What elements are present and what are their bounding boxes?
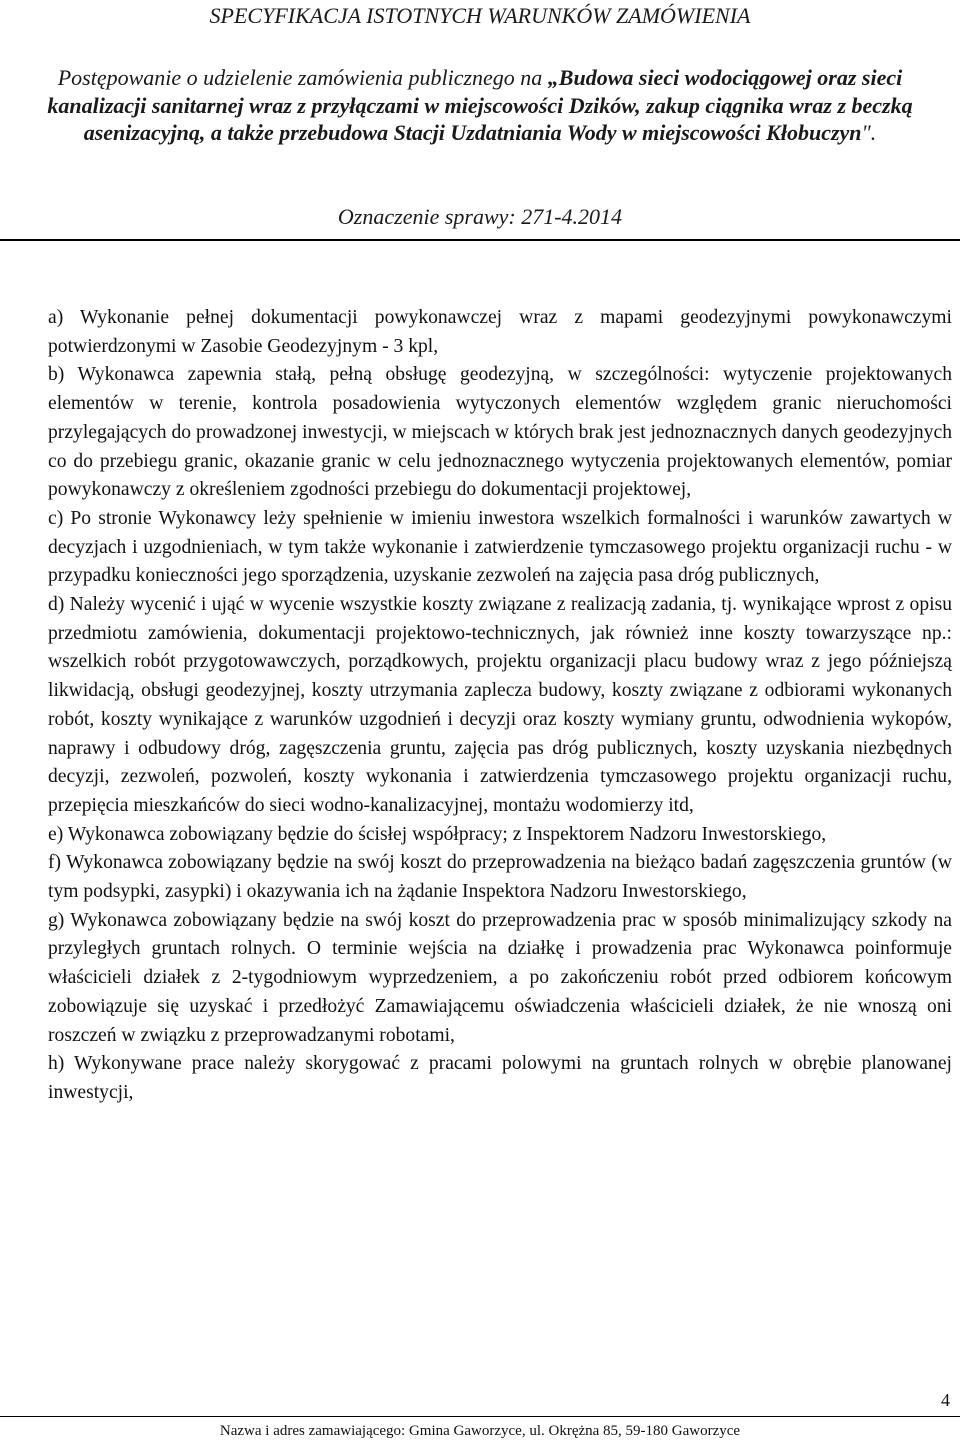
paragraph-c: c) Po stronie Wykonawcy leży spełnienie w imieniu inwestora wszelkich formalności i warunków zawartych w decyzjach i uzgodnieniach, w tym także wykonanie i zatwierdzenie tymczasowego projektu organizacji ruchu - w przypadku konieczności jego sporządzenia, uzyskanie zezwoleń na zajęcia pasa dróg publicznych, xyxy=(48,507,952,587)
procedure-suffix: ". xyxy=(861,120,877,145)
procedure-name: „Budowa sieci wodociągowej oraz sieci kanalizacji sanitarnej wraz z przyłączami w miejscowości Dzików, zakup ciągnika wraz z beczką asenizacyjną, a także przebudowa Stacji Uzdatniania Wody w miejscowości Kłobuczyn xyxy=(47,65,913,145)
page-number: 4 xyxy=(941,1390,950,1410)
paragraph-h: h) Wykonywane prace należy skorygować z pracami polowymi na gruntach rolnych w obrębie planowanej inwestycji, xyxy=(48,1053,952,1103)
procedure-prefix: Postępowanie o udzielenie zamówienia publicznego na xyxy=(57,65,548,90)
spec-title: SPECYFIKACJA ISTOTNYCH WARUNKÓW ZAMÓWIENIA xyxy=(209,3,751,28)
paragraph-d: d) Należy wycenić i ująć w wycenie wszystkie koszty związane z realizacją zadania, tj. wynikające wprost z opisu przedmiotu zamówienia, dokumentacji projektowo-technicznych, jak również inne koszty towarzyszące np.: wszelkich robót przygotowawczych, porządkowych, projektu organizacji placu budowy wraz z jego późniejszą likwidacją, obsługi geodezyjnej, koszty utrzymania zaplecza budowy, koszty związane z odbiorami wykonanych robót, koszty wynikające z warunków uzgodnień i decyzji oraz koszty wymiany gruntu, odwodnienia wykopów, naprawy i odbudowy dróg, zagęszczenia gruntu, zajęcia pas dróg publicznych, koszty uzyskania niezbędnych decyzji, zezwoleń, pozwoleń, koszty wykonania i zatwierdzenia tymczasowego projektu organizacji ruchu, przepięcia mieszkańców do sieci wodno-kanalizacyjnej, montażu wodomierzy itd, xyxy=(48,594,952,816)
paragraph-f: f) Wykonawca zobowiązany będzie na swój koszt do przeprowadzenia na bieżąco badań zagęszczenia gruntów (w tym podsypki, zasypki) i okazywania ich na żądanie Inspektora Nadzoru Inwestorskiego, xyxy=(48,852,952,903)
footer-divider xyxy=(0,1416,960,1417)
procedure-description xyxy=(20,64,940,147)
footer-address: Nazwa i adres zamawiającego: Gmina Gaworzyce, ul. Okrężna 85, 59-180 Gaworzyce xyxy=(219,1423,741,1439)
document-body xyxy=(48,304,952,1108)
paragraph-a: a) Wykonanie pełnej dokumentacji powykonawczej wraz z mapami geodezyjnymi powykonawczymi potwierdzonymi w Zasobie Geodezyjnym - 3 kpl, xyxy=(48,307,952,357)
case-number: Oznaczenie sprawy: 271-4.2014 xyxy=(337,204,623,229)
header-divider xyxy=(0,239,960,241)
paragraph-e: e) Wykonawca zobowiązany będzie do ścisłej współpracy; z Inspektorem Nadzoru Inwestorskiego, xyxy=(48,823,827,845)
paragraph-g: g) Wykonawca zobowiązany będzie na swój koszt do przeprowadzenia prac w sposób minimalizujący szkody na przyległych gruntach rolnych. O terminie wejścia na działkę i prowadzenia prac Wykonawca poinformuje właścicieli działek z 2-tygodniowym wyprzedzeniem, a po zakończeniu robót przed odbiorem końcowym zobowiązuje się uzyskać i przedłożyć Zamawiającemu oświadczenia właścicieli działek, że nie wnoszą oni roszczeń w związku z przeprowadzanymi robotami, xyxy=(48,909,952,1046)
paragraph-b: b) Wykonawca zapewnia stałą, pełną obsługę geodezyjną, w szczególności: wytyczenie projektowanych elementów w terenie, kontrola posadowienia wytyczonych elementów względem granic nieruchomości przylegających do prowadzonej inwestycji, w miejscach w których brak jest jednoznacznych danych geodezyjnych co do przebiegu granic, okazanie granic w celu jednoznacznego wytyczenia projektowanych elementów, pomiar powykonawczy z określeniem zgodności przebiegu do dokumentacji projektowej, xyxy=(48,364,952,501)
